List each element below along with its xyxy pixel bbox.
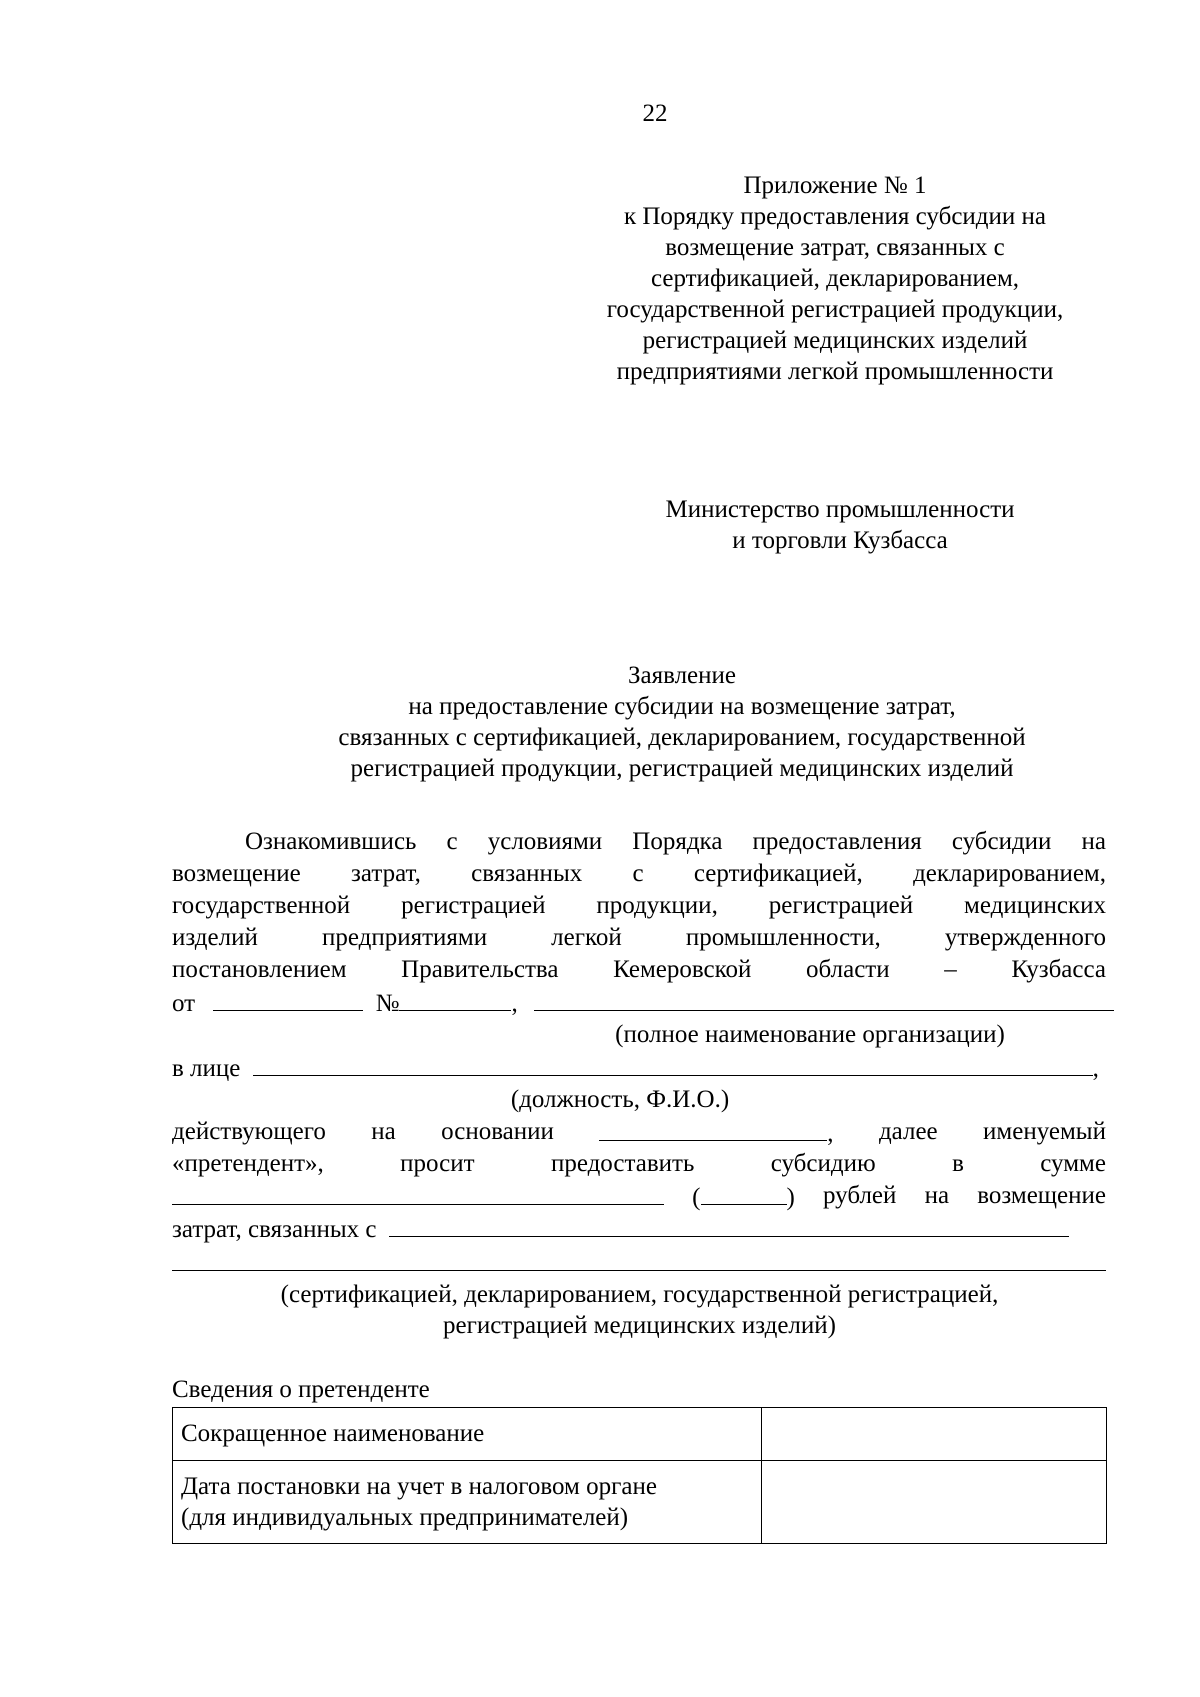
date-field[interactable]	[213, 986, 363, 1011]
table-cell-label-line: (для индивидуальных предпринимателей)	[181, 1504, 629, 1531]
costs-caption	[172, 1279, 1107, 1341]
person-row	[172, 1051, 1106, 1082]
amount-words-field[interactable]	[701, 1180, 787, 1205]
further-word: именуемый	[983, 1118, 1106, 1145]
paragraph-line: возмещение затрат, связанных с сертификацией, декларированием,	[172, 860, 1106, 887]
request-word: просит	[400, 1150, 475, 1177]
table-cell-label	[173, 1461, 762, 1544]
costs-field[interactable]	[389, 1212, 1069, 1237]
number-sign: №	[375, 990, 400, 1017]
rubles-word: на	[924, 1182, 950, 1209]
costs-caption-line: регистрацией медицинских изделий)	[442, 1312, 836, 1339]
title-heading: Заявление	[627, 662, 737, 689]
request-word: предоставить	[550, 1150, 695, 1177]
table-cell-label-line: Дата постановки на учет в налоговом органе	[181, 1473, 657, 1500]
addressee-line: Министерство промышленности	[665, 496, 1015, 523]
paren-close: )	[786, 1184, 795, 1211]
costs-caption-line: (сертификацией, декларированием, государственной регистрацией,	[280, 1281, 999, 1308]
appendix-line: регистрацией медицинских изделий	[642, 327, 1028, 354]
acting-word: действующего	[172, 1118, 326, 1145]
page-number: 22	[642, 100, 668, 127]
person-field[interactable]	[253, 1051, 1093, 1076]
paragraph-line: Ознакомившись с условиями Порядка предоставления субсидии на	[245, 828, 1106, 855]
amount-field[interactable]	[172, 1180, 664, 1205]
person-label: в лице	[172, 1055, 241, 1082]
request-row	[172, 1148, 1106, 1179]
table-row	[173, 1461, 1107, 1544]
table-cell-value[interactable]	[762, 1461, 1107, 1544]
from-label: от	[172, 990, 196, 1017]
document-title	[172, 660, 1192, 784]
organization-name-field[interactable]	[534, 986, 1114, 1011]
table-cell-label: Сокращенное наименование	[173, 1408, 762, 1461]
applicant-table	[172, 1407, 1107, 1544]
costs-continuation-field[interactable]	[172, 1269, 1106, 1271]
paren-open: (	[692, 1184, 701, 1211]
comma: ,	[827, 1120, 834, 1147]
number-field[interactable]	[399, 986, 511, 1011]
acting-row	[172, 1116, 1106, 1147]
appendix-line: государственной регистрацией продукции,	[606, 296, 1064, 323]
applicant-heading: Сведения о претенденте	[172, 1376, 430, 1403]
appendix-line: возмещение затрат, связанных с	[665, 234, 1005, 261]
appendix-line: к Порядку предоставления субсидии на	[623, 203, 1046, 230]
further-word: далее	[878, 1118, 938, 1145]
comma: ,	[1092, 1055, 1099, 1082]
costs-label: затрат, связанных с	[172, 1216, 377, 1243]
request-word: субсидию	[770, 1150, 876, 1177]
acting-word: основании	[441, 1118, 554, 1145]
appendix-header	[570, 170, 1100, 387]
table-cell-value[interactable]	[762, 1408, 1107, 1461]
acting-word: на	[371, 1118, 396, 1145]
date-number-org-row	[172, 986, 1106, 1017]
position-caption: (должность, Ф.И.О.)	[510, 1086, 730, 1113]
appendix-line: предприятиями легкой промышленности	[616, 358, 1054, 385]
org-name-caption: (полное наименование организации)	[615, 1021, 1005, 1048]
appendix-line: сертификацией, декларированием,	[650, 265, 1020, 292]
comma: ,	[511, 990, 518, 1017]
appendix-line: Приложение № 1	[743, 172, 927, 199]
title-line: регистрацией продукции, регистрацией медицинских изделий	[350, 755, 1014, 782]
costs-row	[172, 1212, 1106, 1243]
paragraph-line: государственной регистрацией продукции, регистрацией медицинских	[172, 892, 1106, 919]
amount-row	[172, 1180, 1106, 1211]
addressee	[610, 494, 1070, 556]
table-row	[173, 1408, 1107, 1461]
basis-field[interactable]	[599, 1116, 827, 1141]
request-word: сумме	[1040, 1150, 1106, 1177]
title-line: связанных с сертификацией, декларированием, государственной	[338, 724, 1026, 751]
paragraph-line: постановлением Правительства Кемеровской области – Кузбасса	[172, 956, 1106, 983]
rubles-word: возмещение	[977, 1182, 1106, 1209]
request-word: «претендент»,	[172, 1150, 324, 1177]
rubles-word: рублей	[823, 1182, 897, 1209]
request-word: в	[952, 1150, 964, 1177]
title-line: на предоставление субсидии на возмещение затрат,	[408, 693, 956, 720]
addressee-line: и торговли Кузбасса	[732, 527, 948, 554]
paragraph-line: изделий предприятиями легкой промышленности, утвержденного	[172, 924, 1106, 951]
